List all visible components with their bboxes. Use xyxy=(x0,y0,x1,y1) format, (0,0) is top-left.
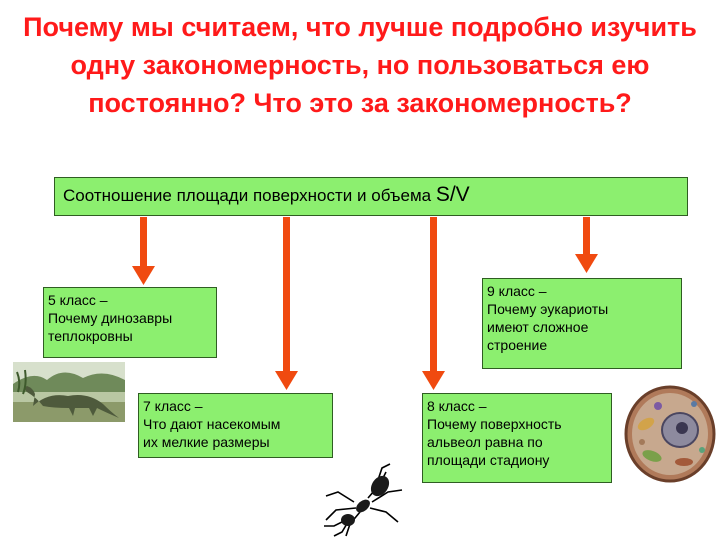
ant-image xyxy=(320,462,410,538)
grade8-line4: площади стадиону xyxy=(427,452,550,468)
grade5-line1: 5 класс – xyxy=(48,292,108,308)
dinosaur-image xyxy=(13,362,125,422)
grade8-line1: 8 класс – xyxy=(427,398,487,414)
grade9-line1: 9 класс – xyxy=(487,283,547,299)
arrow-to-grade9 xyxy=(575,217,598,273)
grade7-box xyxy=(138,393,333,458)
grade8-box xyxy=(422,393,612,483)
grade9-box xyxy=(482,278,682,369)
grade7-line1: 7 класс – xyxy=(143,398,203,414)
grade5-box xyxy=(43,287,217,358)
grade9-line2: Почему эукариоты xyxy=(487,301,609,317)
grade8-line3: альвеол равна по xyxy=(427,434,543,450)
cell-image xyxy=(622,384,718,484)
grade7-line2: Что дают насекомым xyxy=(143,416,281,432)
arrow-to-grade8 xyxy=(422,217,445,390)
grade5-line2: Почему динозавры xyxy=(48,310,173,326)
arrow-to-grade7 xyxy=(275,217,298,390)
main-concept-text: Соотношение площади поверхности и объема xyxy=(63,186,436,205)
grade8-line2: Почему поверхность xyxy=(427,416,562,432)
grade9-line3: имеют сложное xyxy=(487,319,589,335)
arrow-to-grade5 xyxy=(132,217,155,285)
grade5-line3: теплокровны xyxy=(48,328,133,344)
grade7-line3: их мелкие размеры xyxy=(143,434,270,450)
slide-title: Почему мы считаем, что лучше подробно изучить одну закономерность, но пользоваться ею постоянно? Что это за закономерность? xyxy=(23,12,697,118)
sv-ratio-label: S/V xyxy=(435,183,470,206)
grade9-line4: строение xyxy=(487,337,548,353)
